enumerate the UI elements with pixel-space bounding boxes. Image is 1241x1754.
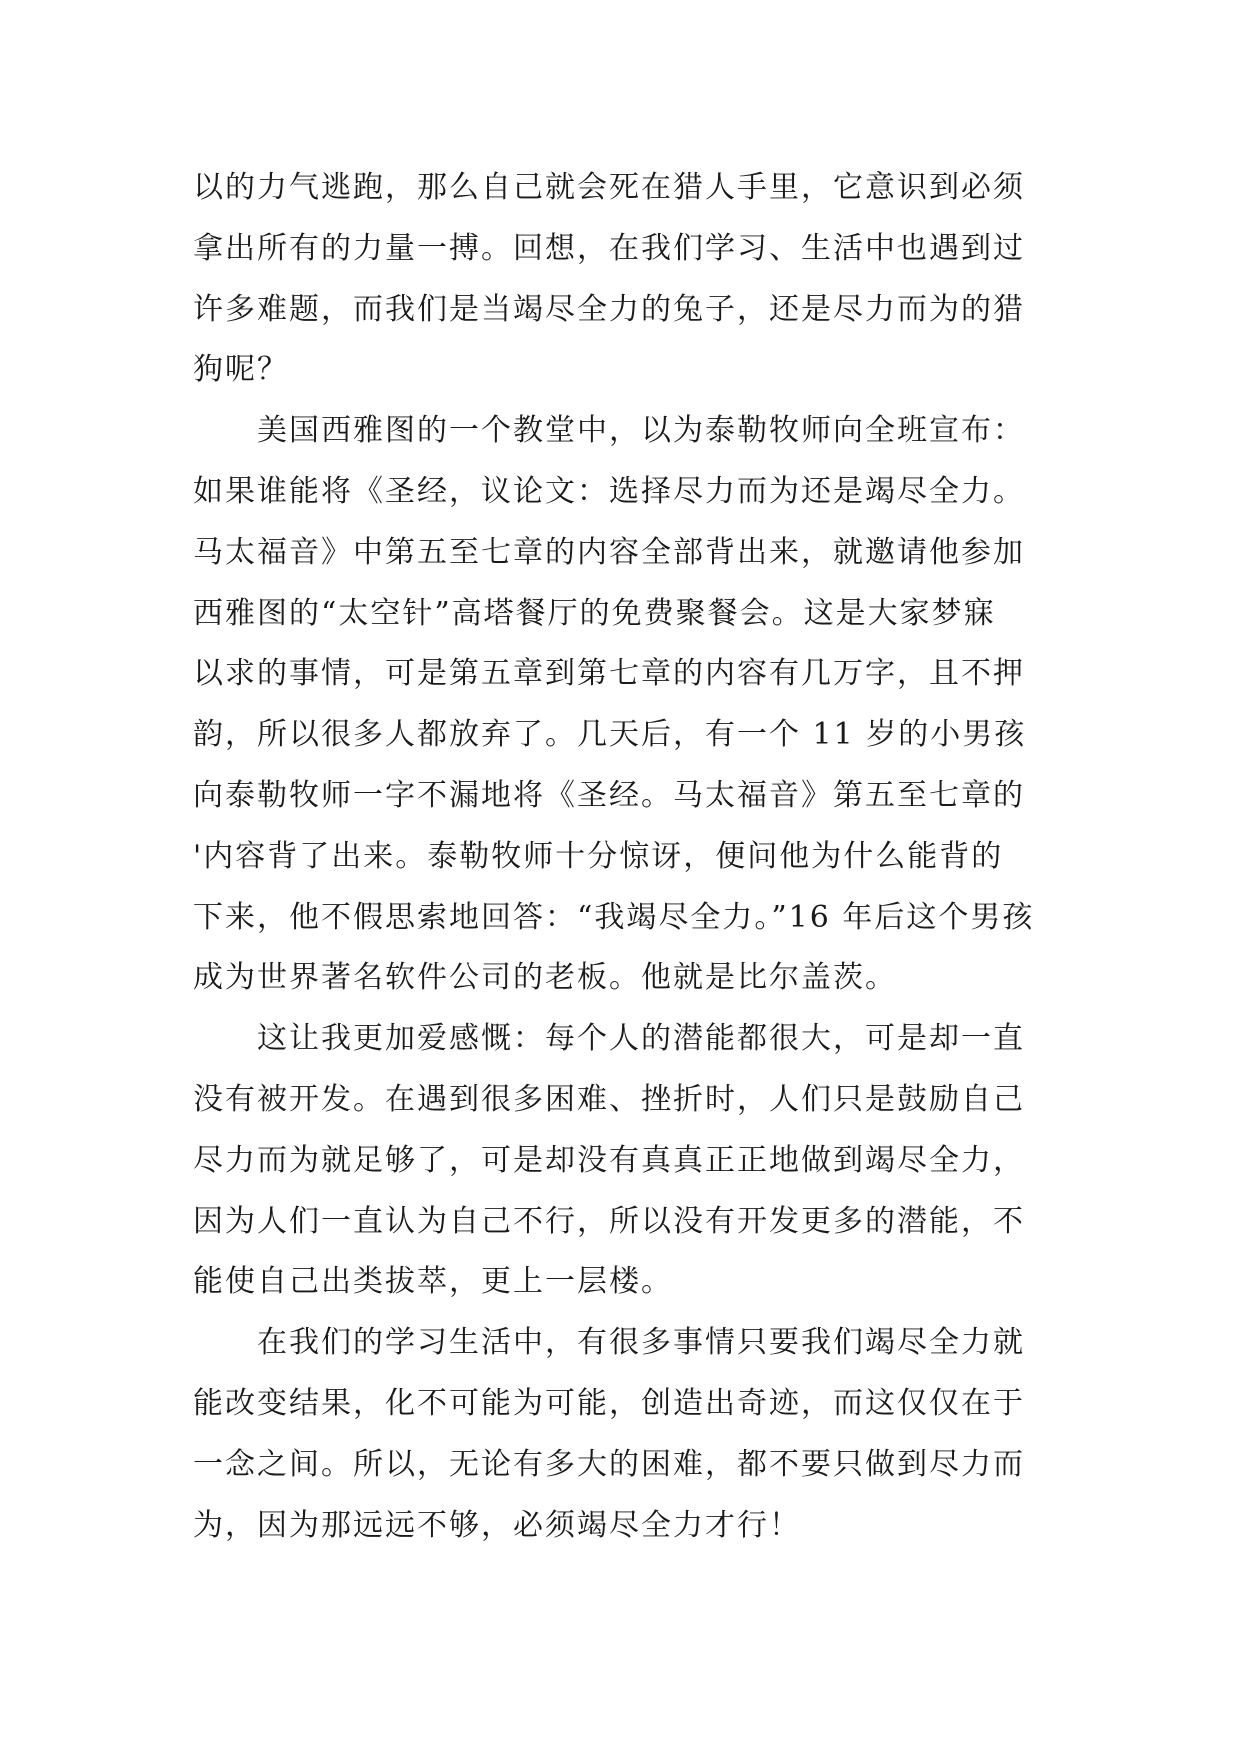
text-line: 韵，所以很多人都放弃了。几天后，有一个 11 岁的小男孩 <box>193 717 1027 753</box>
text-line: 如果谁能将《圣经，议论文：选择尽力而为还是竭尽全力。 <box>193 473 1025 509</box>
paragraph-first-line: 在我们的学习生活中，有很多事情只要我们竭尽全力就 <box>257 1325 1025 1361</box>
paragraph-first-line: 这让我更加爱感慨：每个人的潜能都很大，可是却一直 <box>257 1021 1025 1057</box>
text-line: 尽力而为就足够了，可是却没有真真正正地做到竭尽全力， <box>193 1142 1025 1178</box>
text-line: 以的力气逃跑，那么自己就会死在猎人手里，它意识到必须 <box>193 170 1025 205</box>
text-line: 因为人们一直认为自己不行，所以没有开发更多的潜能，不 <box>193 1203 1025 1239</box>
text-line: 为，因为那远远不够，必须竭尽全力才行！ <box>193 1507 801 1543</box>
text-line: 一念之间。所以，无论有多大的困难，都不要只做到尽力而 <box>193 1446 1025 1482</box>
text-line: 没有被开发。在遇到很多困难、挫折时，人们只是鼓励自己 <box>193 1081 1025 1117</box>
text-line: 马太福音》中第五至七章的内容全部背出来，就邀请他参加 <box>193 534 1025 570</box>
text-line: 许多难题，而我们是当竭尽全力的兔子，还是尽力而为的猎 <box>193 291 1025 327</box>
text-line: 能使自己出类拔萃，更上一层楼。 <box>193 1264 673 1300</box>
text-line: 向泰勒牧师一字不漏地将《圣经。马太福音》第五至七章的 <box>193 777 1025 813</box>
text-line: 成为世界著名软件公司的老板。他就是比尔盖茨。 <box>193 960 897 996</box>
text-line: 拿出所有的力量一搏。回想，在我们学习、生活中也遇到过 <box>193 230 1025 266</box>
text-line: 西雅图的“太空针”高塔餐厅的免费聚餐会。这是大家梦寐 <box>193 595 996 631</box>
text-line: 能改变结果，化不可能为可能，创造出奇迹，而这仅仅在于 <box>193 1385 1025 1421</box>
text-line: '内容背了出来。泰勒牧师十分惊讶，便问他为什么能背的 <box>193 838 1004 874</box>
text-line: 狗呢？ <box>193 352 289 388</box>
text-line: 以求的事情，可是第五章到第七章的内容有几万字，且不押 <box>193 656 1025 692</box>
paragraph-first-line: 美国西雅图的一个教堂中，以为泰勒牧师向全班宣布： <box>257 413 1025 449</box>
text-line: 下来，他不假思索地回答：“我竭尽全力。”16 年后这个男孩 <box>193 899 1035 935</box>
article-body <box>193 158 1053 1556</box>
